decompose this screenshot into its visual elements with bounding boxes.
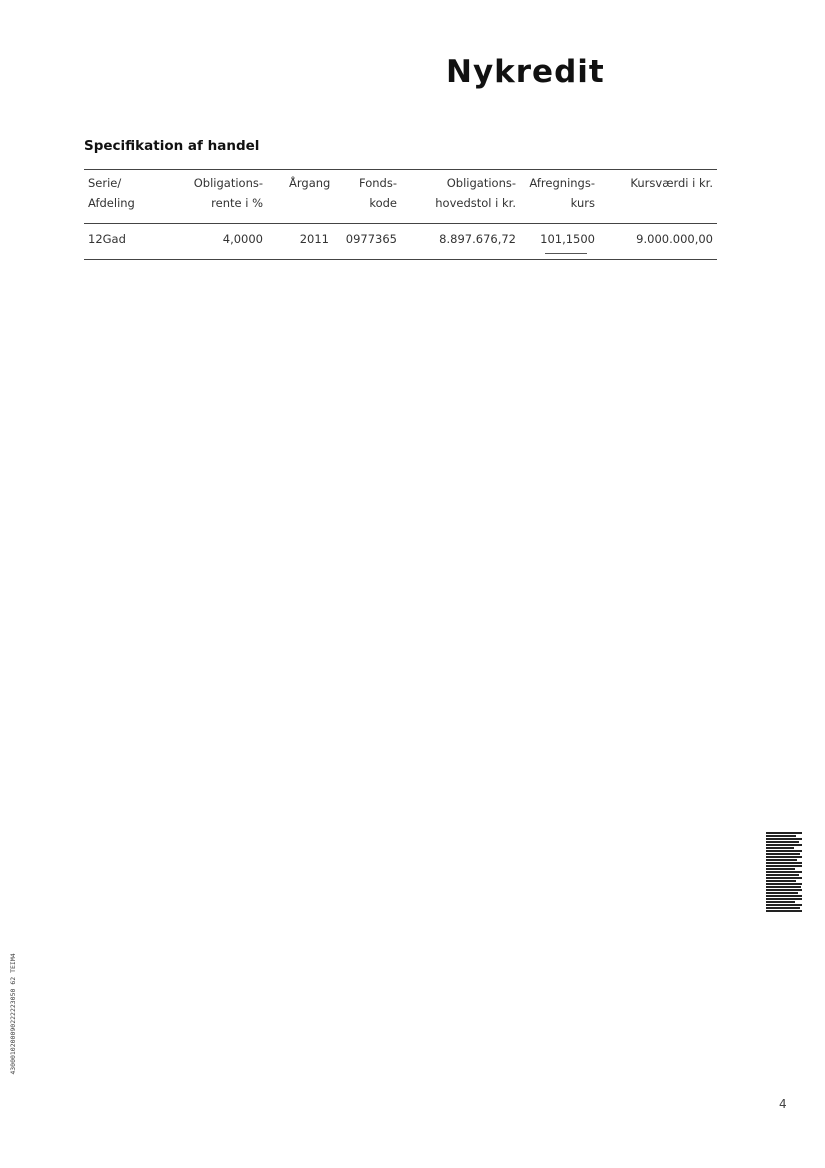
column-header-hovedstol <box>416 173 516 213</box>
side-document-code: 4300010200090222223050 62 TEIM4 <box>9 953 17 1075</box>
column-header-serie-line1: Serie/ <box>88 176 122 190</box>
column-header-rente-line1: Obligations- <box>193 176 263 190</box>
cell-fondskode: 0977365 <box>345 232 397 246</box>
section-title: Specifikation af handel <box>84 138 260 154</box>
cell-argang: 2011 <box>299 232 329 246</box>
column-header-afregningskurs <box>515 173 595 213</box>
cell-hovedstol: 8.897.676,72 <box>439 232 516 246</box>
column-header-serie-line2: Afdeling <box>88 196 135 210</box>
table-bottom-rule <box>84 259 717 260</box>
column-header-kursvaerdi <box>600 173 713 193</box>
cell-afregningskurs: 101,1500 <box>540 232 595 246</box>
column-header-rente <box>163 173 263 213</box>
column-header-fondskode-line1: Fonds- <box>359 176 397 190</box>
table-header-rule <box>84 223 717 224</box>
handwritten-underline <box>545 253 587 254</box>
column-header-afregningskurs-line2: kurs <box>570 196 595 210</box>
cell-kursvaerdi: 9.000.000,00 <box>636 232 713 246</box>
column-header-argang-line1: Årgang <box>289 176 331 190</box>
nykredit-logo: Nykredit <box>446 54 605 90</box>
column-header-fondskode <box>337 173 397 213</box>
column-header-hovedstol-line2: hovedstol i kr. <box>435 196 516 210</box>
column-header-afregningskurs-line1: Afregnings- <box>529 176 595 190</box>
cell-serie: 12Gad <box>88 232 126 246</box>
column-header-serie <box>88 173 135 213</box>
column-header-hovedstol-line1: Obligations- <box>446 176 516 190</box>
column-header-rente-line2: rente i % <box>211 196 263 210</box>
column-header-kursvaerdi-line1: Kursværdi i kr. <box>630 176 713 190</box>
cell-rente: 4,0000 <box>222 232 263 246</box>
page-number: 4 <box>779 1097 787 1111</box>
barcode-graphic <box>766 832 802 914</box>
table-top-rule <box>84 169 717 170</box>
column-header-fondskode-line2: kode <box>369 196 397 210</box>
column-header-argang <box>289 173 330 193</box>
